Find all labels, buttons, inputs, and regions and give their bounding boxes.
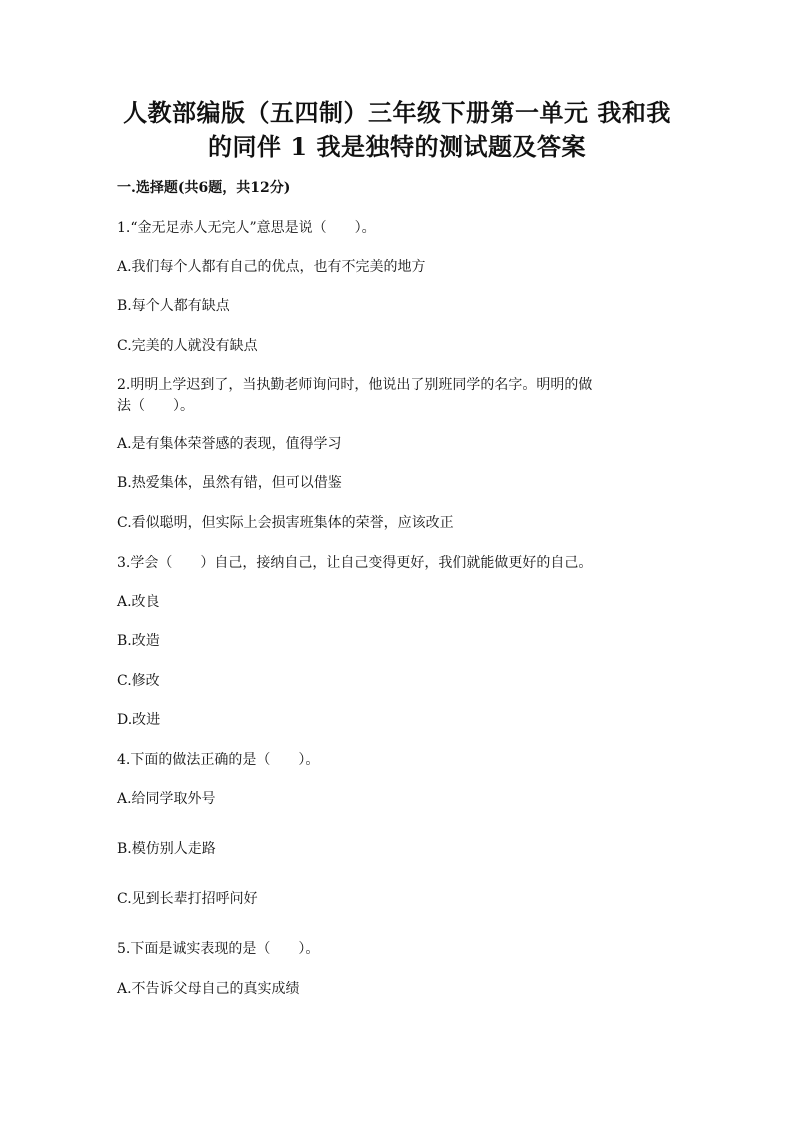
question-2-option-a: A.是有集体荣誉感的表现，值得学习 — [117, 436, 342, 452]
question-4-stem: 4.下面的做法正确的是（ ）。 — [117, 752, 320, 768]
question-4-option-a: A.给同学取外号 — [117, 791, 216, 807]
question-2-stem-line-2: 法（ ）。 — [117, 398, 194, 414]
question-3-option-a: A.改良 — [117, 594, 160, 610]
question-5-stem: 5.下面是诚实表现的是（ ）。 — [117, 941, 320, 957]
question-4-option-c: C.见到长辈打招呼问好 — [117, 891, 258, 907]
section-heading: 一.选择题(共6题，共12分) — [117, 180, 291, 196]
question-1-stem: 1.“金无足赤人无完人”意思是说（ ）。 — [117, 220, 376, 236]
question-4-option-b: B.模仿别人走路 — [117, 841, 216, 857]
question-2-option-b: B.热爱集体，虽然有错，但可以借鉴 — [117, 475, 342, 491]
document-title-line-1: 人教部编版（五四制）三年级下册第一单元 我和我 — [123, 98, 671, 127]
question-1-option-c: C.完美的人就没有缺点 — [117, 338, 258, 354]
question-5-option-a: A.不告诉父母自己的真实成绩 — [117, 981, 300, 997]
question-1-option-a: A.我们每个人都有自己的优点，也有不完美的地方 — [117, 259, 426, 275]
question-2-stem-line-1: 2.明明上学迟到了，当执勤老师询问时，他说出了别班同学的名字。明明的做 — [117, 377, 593, 393]
question-3-stem: 3.学会（ ）自己，接纳自己，让自己变得更好，我们就能做更好的自己。 — [117, 555, 593, 571]
question-3-option-b: B.改造 — [117, 633, 160, 649]
question-3-option-d: D.改进 — [117, 712, 161, 728]
question-1-option-b: B.每个人都有缺点 — [117, 298, 230, 314]
question-2-option-c: C.看似聪明，但实际上会损害班集体的荣誉，应该改正 — [117, 515, 454, 531]
document-title-line-2: 的同伴 1 我是独特的测试题及答案 — [208, 132, 586, 161]
question-3-option-c: C.修改 — [117, 673, 160, 689]
